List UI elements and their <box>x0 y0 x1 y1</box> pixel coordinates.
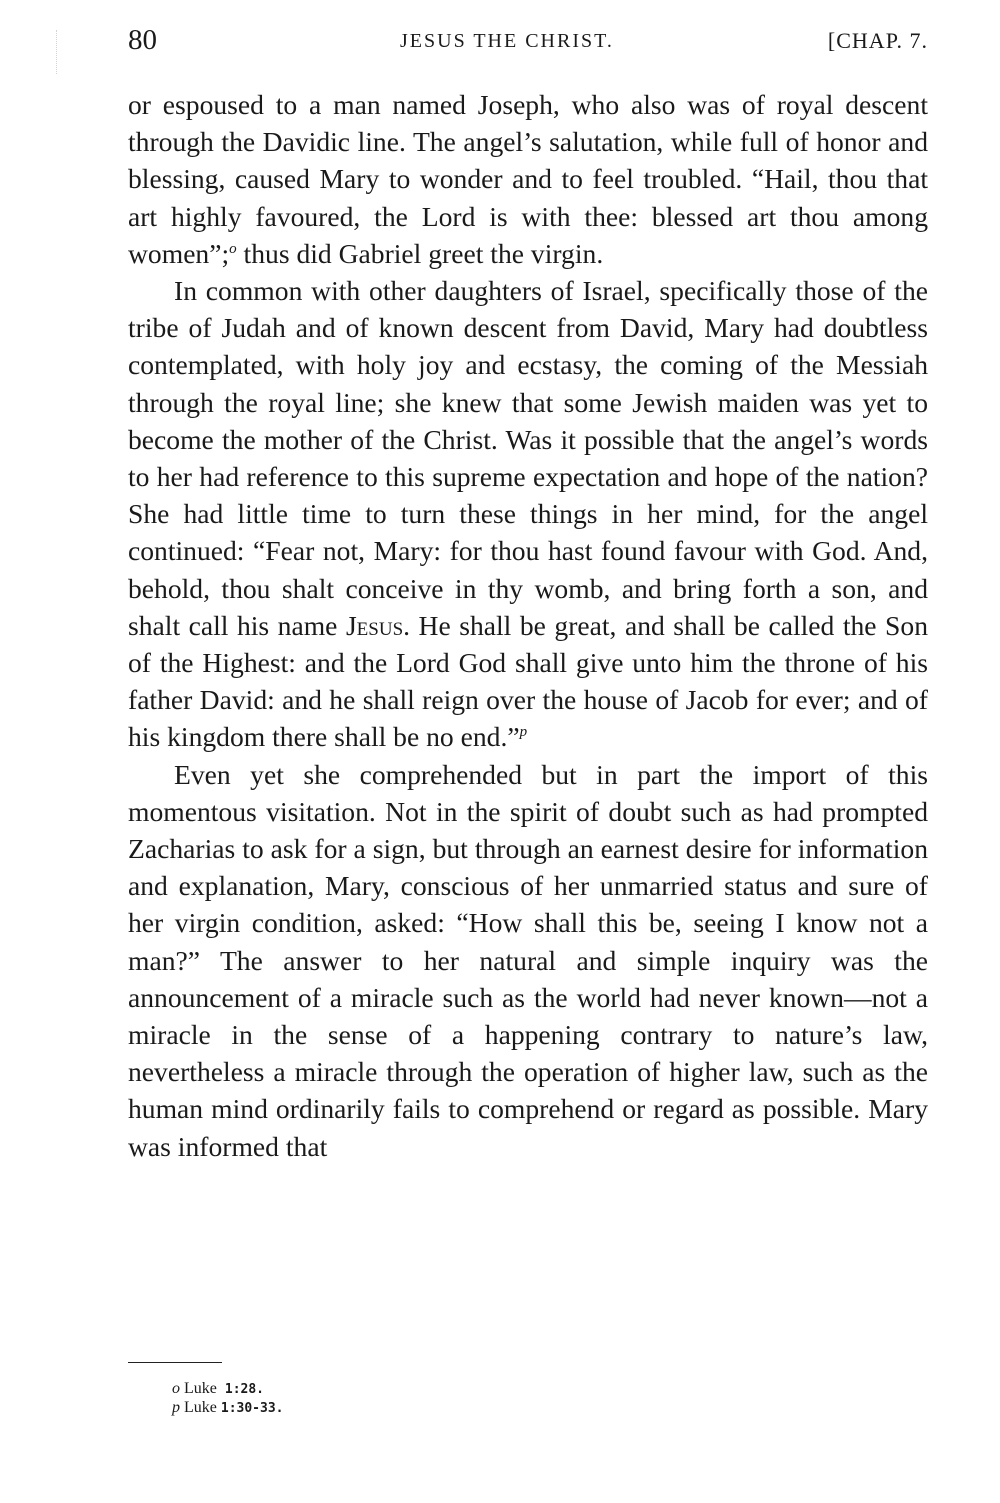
footnote-book: Luke <box>184 1380 217 1397</box>
paragraph-text: thus did Gabriel greet the virgin. <box>236 237 604 269</box>
paragraph-text: Even yet she comprehended but in part the import of this momentous visitation. Not in the spirit of doubt such as had prompted Zacharias to ask for a sign, but through an earnest desire for information and explanation, Mary, conscious of her unmarried status and sure of her virgin condition, asked: “How shall this be, seeing I know not a man?” The answer to her natural and simple inquiry was the announcement of a miracle such as the world had never known—not a miracle in the sense of a happening contrary to nature’s law, nevertheless a miracle through the operation of higher law, such as the human mind ordinarily fails to comprehend or regard as possible. Mary was informed that <box>128 758 928 1162</box>
page-speck <box>56 30 67 74</box>
paragraph-text: . He shall be great, and shall be called the Son of the Highest: and the Lord God shall give unto him the throne of his father David: and he shall reign over the house of Jacob for ever; and of his kingdom there shall be no end.” <box>128 609 928 753</box>
paragraph-1 <box>128 86 928 272</box>
body-text <box>128 86 928 1165</box>
footnote-mark: o <box>172 1380 180 1397</box>
footnote-ref-o: o <box>229 240 237 257</box>
footnote-p <box>172 1399 284 1418</box>
paragraph-text: In common with other daughters of Israel, specifically those of the tribe of Judah and of known descent from David, Mary had doubtless contemplated, with holy joy and ecstasy, the coming of the Messiah through the royal line; she knew that some Jewish maiden was yet to become the mother of the Christ. Was it possible that the angel’s words to her had reference to this supreme expectation and hope of the nation? She had little time to turn these things in her mind, for the angel continued: “Fear not, Mary: for thou hast found favour with God. And, behold, thou shalt conceive in thy womb, and bring forth a son, and shalt call his name <box>128 275 928 641</box>
footnote-mark: p <box>172 1399 180 1416</box>
footnote-citation: 1:30-33. <box>220 1401 284 1416</box>
paragraph-2 <box>128 272 928 756</box>
chapter-label: [CHAP. 7. <box>827 28 928 53</box>
paragraph-text: or espoused to a man named Joseph, who also was of royal descent through the Davidic line. The angel’s salutation, while full of honor and blessing, caused Mary to wonder and to feel troubled. “Hail, thou that art highly favoured, the Lord is with thee: blessed art thou among women”; <box>128 89 928 269</box>
name-jesus: Jesus <box>345 609 404 641</box>
page-header <box>128 24 928 64</box>
page-number: 80 <box>128 24 157 56</box>
paragraph-3 <box>128 756 928 1165</box>
running-title: JESUS THE CHRIST. <box>400 30 614 52</box>
footnote-o <box>172 1380 284 1399</box>
footnote-ref-p: p <box>519 724 528 741</box>
footnote-citation: 1:28. <box>224 1382 265 1397</box>
footnote-book: Luke <box>184 1399 217 1416</box>
footnotes <box>172 1380 284 1418</box>
footnote-divider <box>128 1362 222 1363</box>
